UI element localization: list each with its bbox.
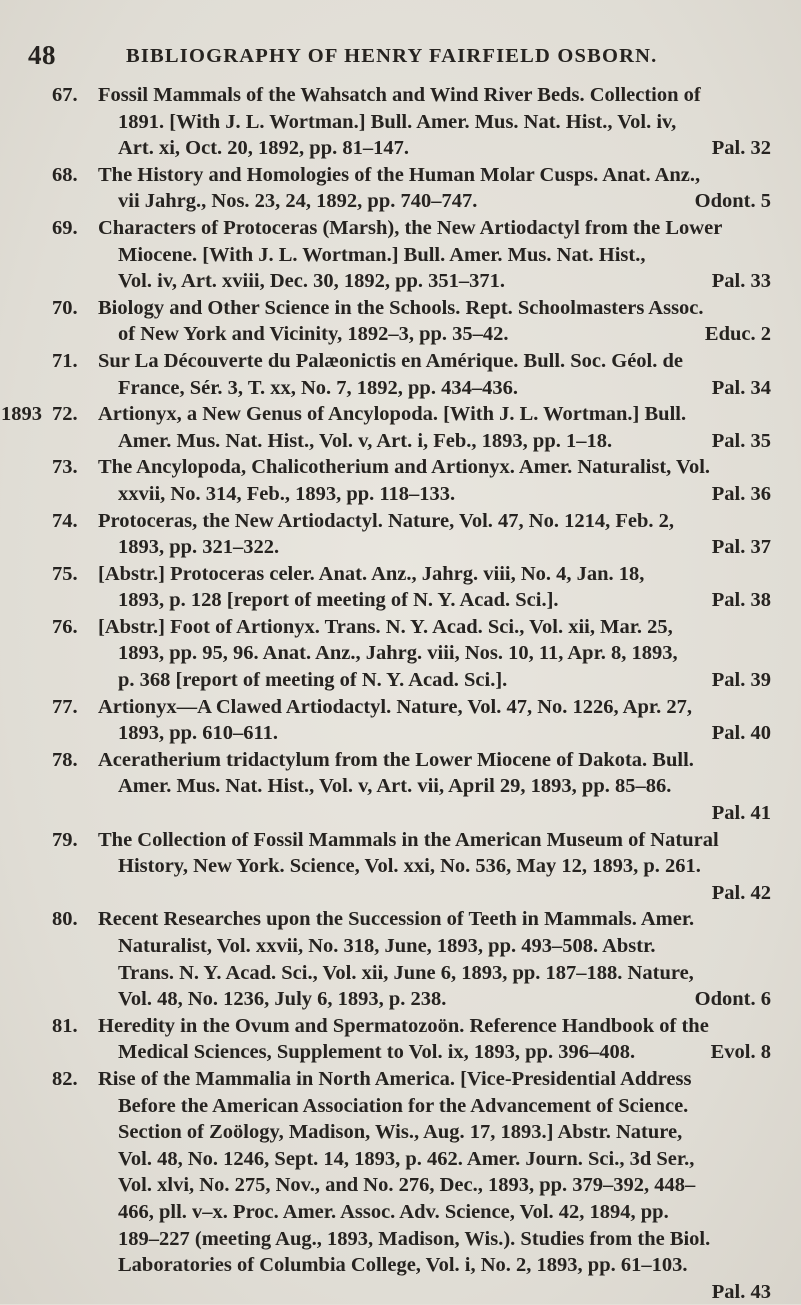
- classification-ref: Pal. 34: [711, 376, 771, 399]
- entry-line: Biology and Other Science in the Schools. Rept. Schoolmasters Assoc.: [98, 296, 704, 319]
- entry-line: Recent Researches upon the Succession of Teeth in Mammals. Amer.: [98, 908, 695, 931]
- entry-line: Characters of Protoceras (Marsh), the New Artiodactyl from the Lower: [98, 216, 723, 239]
- year-marker: 1893: [1, 403, 42, 426]
- bibliography-entry: [0, 215, 801, 295]
- entry-line: Vol. iv, Art. xviii, Dec. 30, 1892, pp. 351–371. Pal. 33: [98, 268, 771, 295]
- entry-line: The Ancylopoda, Chalicotherium and Artionyx. Amer. Naturalist, Vol.: [98, 456, 711, 479]
- entry-line: History, New York. Science, Vol. xxi, No. 536, May 12, 1893, p. 261.: [118, 855, 701, 878]
- entry-line: [Abstr.] Protoceras celer. Anat. Anz., Jahrg. viii, No. 4, Jan. 18,: [98, 562, 645, 585]
- entry-line: [98, 1279, 771, 1305]
- entry-line: vii Jahrg., Nos. 23, 24, 1892, pp. 740–747. Odont. 5: [98, 188, 771, 215]
- classification-ref: Pal. 35: [711, 429, 771, 452]
- bibliography-entry: [0, 747, 801, 827]
- entry-line: Before the American Association for the Advancement of Science.: [118, 1094, 689, 1117]
- entry-number: 82.: [52, 1067, 78, 1090]
- page-number: 48: [28, 40, 56, 70]
- entry-line: Amer. Mus. Nat. Hist., Vol. v, Art. vii, April 29, 1893, pp. 85–86.: [118, 775, 672, 798]
- entry-number: 77.: [52, 695, 78, 718]
- entry-number: 76.: [52, 615, 78, 638]
- classification-ref: Odont. 6: [694, 988, 771, 1011]
- entry-number: 68.: [52, 163, 78, 186]
- entry-line: Aceratherium tridactylum from the Lower Miocene of Dakota. Bull.: [98, 748, 694, 771]
- entry-number: 81.: [52, 1014, 78, 1037]
- entry-line: Laboratories of Columbia College, Vol. i, No. 2, 1893, pp. 61–103.: [118, 1254, 688, 1277]
- classification-ref: Pal. 32: [711, 137, 771, 160]
- classification-ref: Pal. 43: [711, 1280, 771, 1303]
- entry-line: Vol. xlvi, No. 275, Nov., and No. 276, Dec., 1893, pp. 379–392, 448–: [118, 1174, 696, 1197]
- entry-line: Miocene. [With J. L. Wortman.] Bull. Amer. Mus. Nat. Hist.,: [118, 243, 646, 266]
- entry-line: [98, 800, 771, 827]
- entry-line: Vol. 48, No. 1246, Sept. 14, 1893, p. 462. Amer. Journ. Sci., 3d Ser.,: [118, 1147, 695, 1170]
- entry-line: xxvii, No. 314, Feb., 1893, pp. 118–133. Pal. 36: [98, 481, 771, 508]
- classification-ref: Educ. 2: [704, 323, 771, 346]
- entry-line: [98, 880, 771, 907]
- classification-ref: Pal. 39: [711, 669, 771, 692]
- entry-number: 80.: [52, 908, 78, 931]
- entry-line: Heredity in the Ovum and Spermatozoön. Reference Handbook of the: [98, 1014, 709, 1037]
- entry-line: Rise of the Mammalia in North America. [Vice-Presidential Address: [98, 1067, 692, 1090]
- running-head: BIBLIOGRAPHY OF HENRY FAIRFIELD OSBORN.: [126, 45, 658, 67]
- bibliography-entry: [0, 694, 801, 747]
- entry-line: Amer. Mus. Nat. Hist., Vol. v, Art. i, Feb., 1893, pp. 1–18. Pal. 35: [98, 428, 771, 455]
- bibliography-entry: [0, 906, 801, 1012]
- entry-line: 1891. [With J. L. Wortman.] Bull. Amer. Mus. Nat. Hist., Vol. iv,: [118, 110, 677, 133]
- entry-line: Medical Sciences, Supplement to Vol. ix, 1893, pp. 396–408. Evol. 8: [98, 1039, 771, 1066]
- entry-number: 73.: [52, 456, 78, 479]
- entry-line: 1893, pp. 610–611. Pal. 40: [98, 720, 771, 747]
- bibliography-entry: [0, 454, 801, 507]
- entry-number: 70.: [52, 296, 78, 319]
- entry-line: France, Sér. 3, T. xx, No. 7, 1892, pp. 434–436. Pal. 34: [98, 375, 771, 402]
- bibliography-entry: [0, 1066, 801, 1305]
- entry-number: 79.: [52, 828, 78, 851]
- entry-line: p. 368 [report of meeting of N. Y. Acad. Sci.]. Pal. 39: [98, 667, 771, 694]
- entry-line: The History and Homologies of the Human Molar Cusps. Anat. Anz.,: [98, 163, 701, 186]
- entry-line: 466, pll. v–x. Proc. Amer. Assoc. Adv. Science, Vol. 42, 1894, pp.: [118, 1200, 669, 1223]
- entry-line: Trans. N. Y. Acad. Sci., Vol. xii, June 6, 1893, pp. 187–188. Nature,: [118, 961, 694, 984]
- entry-line: 1893, pp. 321–322. Pal. 37: [98, 534, 771, 561]
- classification-ref: Pal. 41: [711, 802, 771, 825]
- entry-line: Art. xi, Oct. 20, 1892, pp. 81–147. Pal. 32: [98, 135, 771, 162]
- classification-ref: Pal. 37: [711, 536, 771, 559]
- classification-ref: Pal. 36: [711, 482, 771, 505]
- classification-ref: Pal. 40: [711, 722, 771, 745]
- bibliography-entry: [0, 82, 801, 162]
- entry-line: Artionyx, a New Genus of Ancylopoda. [With J. L. Wortman.] Bull.: [98, 403, 687, 426]
- entry-line: of New York and Vicinity, 1892–3, pp. 35–42. Educ. 2: [98, 321, 771, 348]
- entry-line: Naturalist, Vol. xxvii, No. 318, June, 1893, pp. 493–508. Abstr.: [118, 935, 656, 957]
- bibliography-entry: [0, 1013, 801, 1066]
- bibliography-entries: [0, 82, 801, 1305]
- entry-line: The Collection of Fossil Mammals in the American Museum of Natural: [98, 828, 719, 851]
- bibliography-entry: [0, 614, 801, 694]
- entry-line: 1893, p. 128 [report of meeting of N. Y. Acad. Sci.]. Pal. 38: [98, 587, 771, 614]
- entry-number: 67.: [52, 84, 78, 106]
- entry-line: Protoceras, the New Artiodactyl. Nature, Vol. 47, No. 1214, Feb. 2,: [98, 509, 675, 532]
- bibliography-entry: [0, 827, 801, 907]
- entry-number: 69.: [52, 216, 78, 239]
- entry-line: Vol. 48, No. 1236, July 6, 1893, p. 238. Odont. 6: [98, 986, 771, 1013]
- bibliography-entry: [0, 295, 801, 348]
- entry-number: 78.: [52, 748, 78, 771]
- entry-line: [Abstr.] Foot of Artionyx. Trans. N. Y. Acad. Sci., Vol. xii, Mar. 25,: [98, 615, 673, 638]
- entry-line: Section of Zoölogy, Madison, Wis., Aug. 17, 1893.] Abstr. Nature,: [118, 1121, 683, 1144]
- bibliography-entry: [0, 162, 801, 215]
- entry-line: 189–227 (meeting Aug., 1893, Madison, Wis.). Studies from the Biol.: [118, 1227, 711, 1250]
- entry-line: 1893, pp. 95, 96. Anat. Anz., Jahrg. viii, Nos. 10, 11, Apr. 8, 1893,: [118, 642, 678, 665]
- bibliography-entry: [0, 401, 801, 454]
- classification-ref: Pal. 33: [711, 270, 771, 293]
- entry-number: 72.: [52, 403, 78, 426]
- entry-number: 74.: [52, 509, 78, 532]
- bibliography-entry: [0, 561, 801, 614]
- classification-ref: Evol. 8: [710, 1041, 771, 1064]
- entry-number: 75.: [52, 562, 78, 585]
- bibliography-entry: [0, 348, 801, 401]
- entry-number: 71.: [52, 349, 78, 372]
- classification-ref: Pal. 42: [711, 881, 771, 904]
- bibliography-entry: [0, 508, 801, 561]
- entry-line: Sur La Découverte du Palæonictis en Amérique. Bull. Soc. Géol. de: [98, 349, 684, 372]
- classification-ref: Pal. 38: [711, 589, 771, 612]
- entry-line: Fossil Mammals of the Wahsatch and Wind River Beds. Collection of: [98, 84, 701, 106]
- classification-ref: Odont. 5: [694, 190, 771, 213]
- entry-line: Artionyx—A Clawed Artiodactyl. Nature, Vol. 47, No. 1226, Apr. 27,: [98, 695, 692, 718]
